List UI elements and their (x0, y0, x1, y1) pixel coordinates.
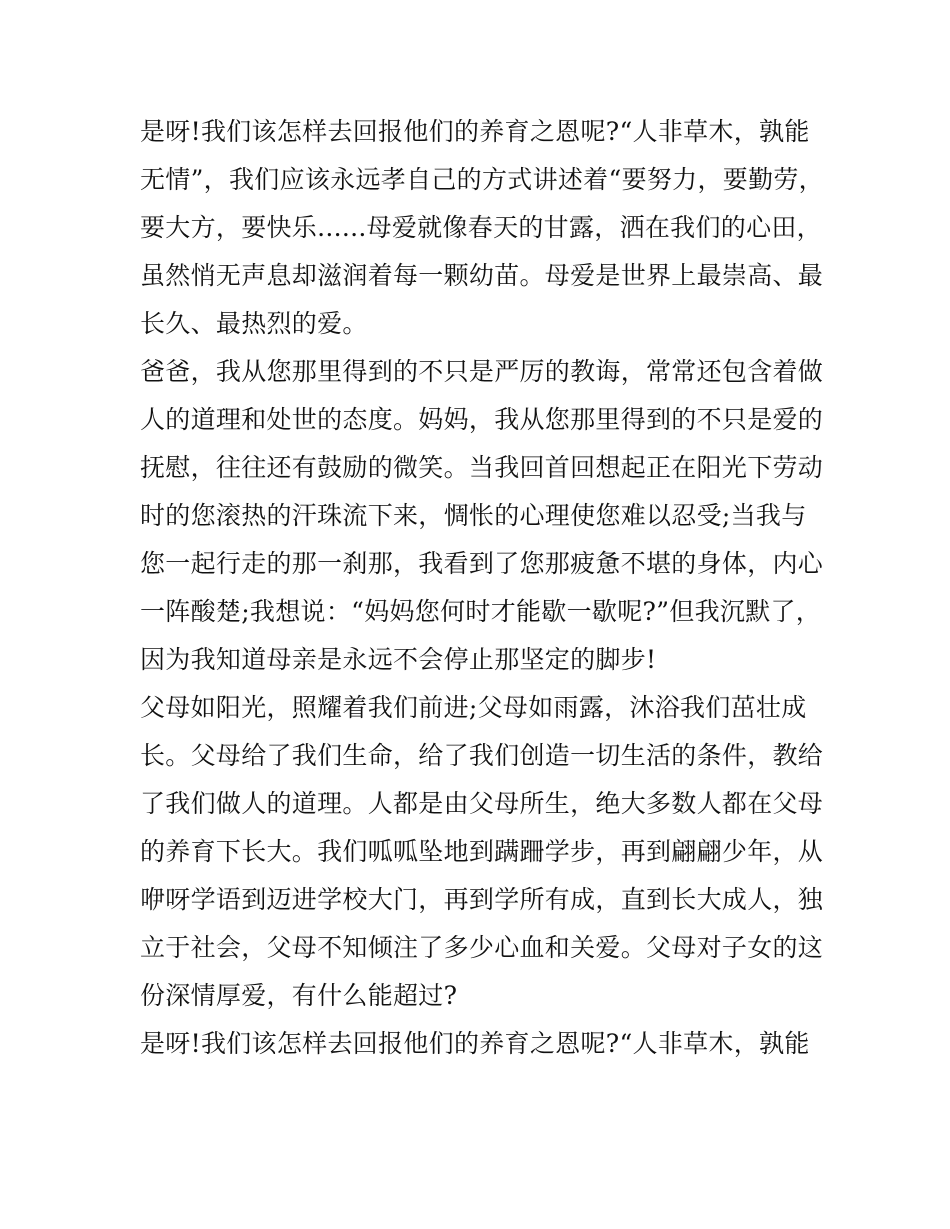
paragraph-2 (140, 348, 830, 684)
paragraph-3 (140, 684, 830, 1020)
text-line: 立于社会，父母不知倾注了多少心血和关爱。父母对子女的这 (140, 933, 824, 962)
text-line: 长久、最热烈的爱。 (140, 309, 368, 338)
text-line: 份深情厚爱，有什么能超过? (140, 981, 458, 1010)
text-line: 人的道理和处世的态度。妈妈，我从您那里得到的不只是爱的 (140, 405, 824, 434)
text-line: 是呀!我们该怎样去回报他们的养育之恩呢?“人非草木，孰能 (140, 1029, 810, 1058)
text-line: 因为我知道母亲是永远不会停止那坚定的脚步! (140, 645, 657, 674)
text-line: 了我们做人的道理。人都是由父母所生，绝大多数人都在父母 (140, 789, 824, 818)
text-line: 您一起行走的那一刹那，我看到了您那疲惫不堪的身体，内心 (140, 549, 824, 578)
paragraph-1 (140, 108, 830, 348)
document-body (140, 108, 830, 1068)
text-line: 虽然悄无声息却滋润着每一颗幼苗。母爱是世界上最崇高、最 (140, 261, 824, 290)
text-line: 的养育下长大。我们呱呱坠地到蹒跚学步，再到翩翩少年，从 (140, 837, 824, 866)
text-line: 是呀!我们该怎样去回报他们的养育之恩呢?“人非草木，孰能 (140, 117, 810, 146)
text-line: 时的您滚热的汗珠流下来，惆怅的心理使您难以忍受;当我与 (140, 501, 807, 530)
text-line: 咿呀学语到迈进学校大门，再到学所有成，直到长大成人，独 (140, 885, 824, 914)
text-line: 无情”，我们应该永远孝自己的方式讲述着“要努力，要勤劳， (140, 165, 824, 194)
text-line: 要大方，要快乐......母爱就像春天的甘露，洒在我们的心田， (140, 213, 822, 242)
text-line: 一阵酸楚;我想说：“妈妈您何时才能歇一歇呢?”但我沉默了， (140, 597, 822, 626)
text-line: 长。父母给了我们生命，给了我们创造一切生活的条件，教给 (140, 741, 824, 770)
text-line: 父母如阳光，照耀着我们前进;父母如雨露，沐浴我们茁壮成 (140, 693, 807, 722)
paragraph-4 (140, 1020, 830, 1068)
text-line: 爸爸，我从您那里得到的不只是严厉的教诲，常常还包含着做 (140, 357, 824, 386)
text-line: 抚慰，往往还有鼓励的微笑。当我回首回想起正在阳光下劳动 (140, 453, 824, 482)
